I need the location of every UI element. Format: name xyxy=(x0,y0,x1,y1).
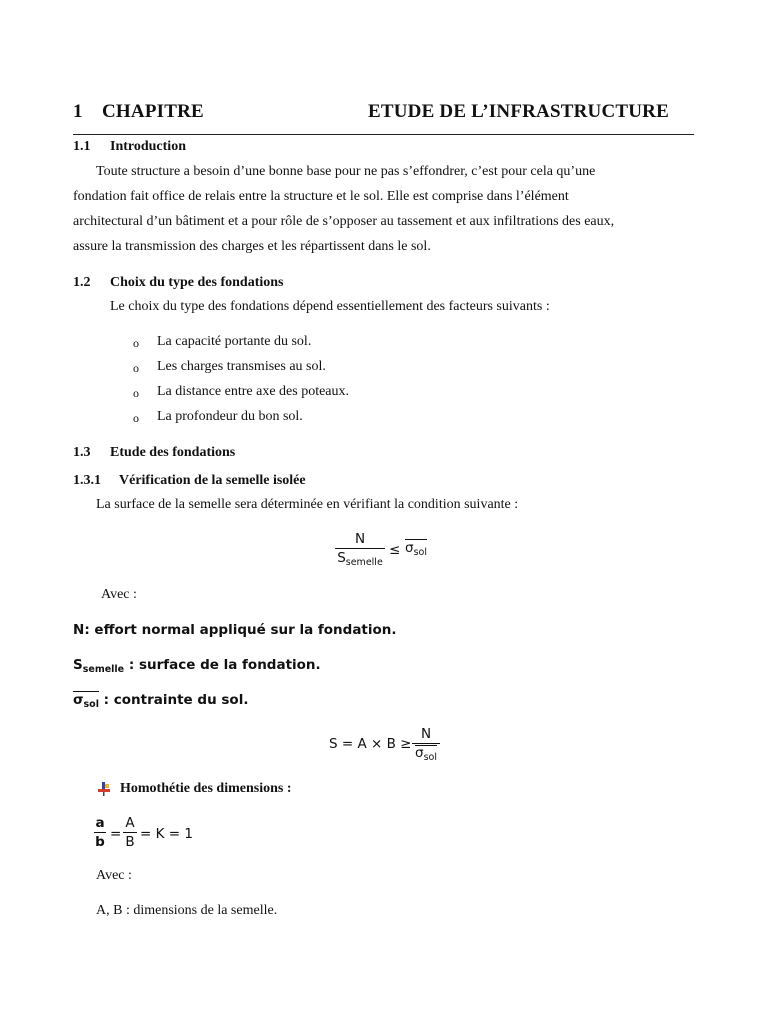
eq3-B: B xyxy=(125,834,135,850)
eq3-A: A xyxy=(125,815,135,831)
pushpin-icon xyxy=(96,781,112,797)
chapter-title: ETUDE DE L’INFRASTRUCTURE xyxy=(368,101,669,122)
intro-line-1: Toute structure a besoin d’une bonne base pour ne pas s’effondrer, c’est pour cela qu’une xyxy=(96,164,596,179)
bullet-marker: o xyxy=(133,386,139,400)
section-1-3-1-title: Vérification de la semelle isolée xyxy=(119,473,306,488)
section-1-3-title: Etude des fondations xyxy=(110,445,236,460)
final-line: A, B : dimensions de la semelle. xyxy=(96,903,278,918)
section-1-3-1-intro: La surface de la semelle sera déterminée en vérifiant la condition suivante : xyxy=(96,497,519,512)
avec-label-2: Avec : xyxy=(96,868,132,883)
section-1-1-number: 1.1 xyxy=(73,139,91,154)
section-1-2-intro: Le choix du type des fondations dépend essentiellement des facteurs suivants : xyxy=(110,299,550,314)
bullet-marker: o xyxy=(133,361,139,375)
bullet-marker: o xyxy=(133,411,139,425)
eq1-operator: ≤ xyxy=(389,542,401,558)
eq2-numerator: N xyxy=(420,726,432,742)
eq2-lhs: S = A × B ≥ xyxy=(329,736,412,752)
eq1-rhs: $\sigma_{sol}$ xyxy=(405,540,427,558)
section-1-2-number: 1.2 xyxy=(73,275,91,290)
section-1-2-title: Choix du type des fondations xyxy=(110,275,284,290)
eq3-a: a xyxy=(95,815,105,831)
eq1-numerator: N xyxy=(354,531,366,547)
section-1-3-1-number: 1.3.1 xyxy=(73,473,101,488)
eq2-denominator: $\sigma_{sol}$ xyxy=(415,745,437,763)
list-item: Les charges transmises au sol. xyxy=(157,359,326,374)
intro-line-4: assure la transmission des charges et les répartissent dans le sol. xyxy=(73,239,431,254)
list-item: La profondeur du bon sol. xyxy=(157,409,303,424)
eq1-fraction xyxy=(335,531,385,572)
eq3-b: b xyxy=(95,834,105,850)
section-1-1-title: Introduction xyxy=(110,139,186,154)
eq3-rest: = K = 1 xyxy=(140,826,193,842)
eq3-fraction-AB xyxy=(123,815,137,852)
eq3-fraction-ab xyxy=(94,815,106,852)
homothetie-title: Homothétie des dimensions : xyxy=(120,781,292,796)
definition-sigma: $\sigma_{sol}$ : contrainte du sol. xyxy=(73,692,249,710)
avec-label-1: Avec : xyxy=(101,587,137,602)
definition-n: N: effort normal appliqué sur la fondation. xyxy=(73,622,397,638)
eq3-equals: = xyxy=(110,826,122,842)
intro-line-3: architectural d’un bâtiment et a pour rôle de s’opposer au tassement et aux infiltrations des eaux, xyxy=(73,214,615,229)
eq2-fraction xyxy=(412,726,440,764)
chapter-rule xyxy=(73,134,694,135)
list-item: La distance entre axe des poteaux. xyxy=(157,384,350,399)
eq1-denominator: $S_{semelle}$ xyxy=(337,550,383,568)
chapter-label: CHAPITRE xyxy=(102,101,204,122)
intro-line-2: fondation fait office de relais entre la structure et le sol. Elle est comprise dans l’élément xyxy=(73,189,569,204)
chapter-number: 1 xyxy=(73,101,83,122)
list-item: La capacité portante du sol. xyxy=(157,334,312,349)
definition-s: $S_{semelle}$ : surface de la fondation. xyxy=(73,657,321,675)
section-1-3-number: 1.3 xyxy=(73,445,91,460)
bullet-marker: o xyxy=(133,336,139,350)
